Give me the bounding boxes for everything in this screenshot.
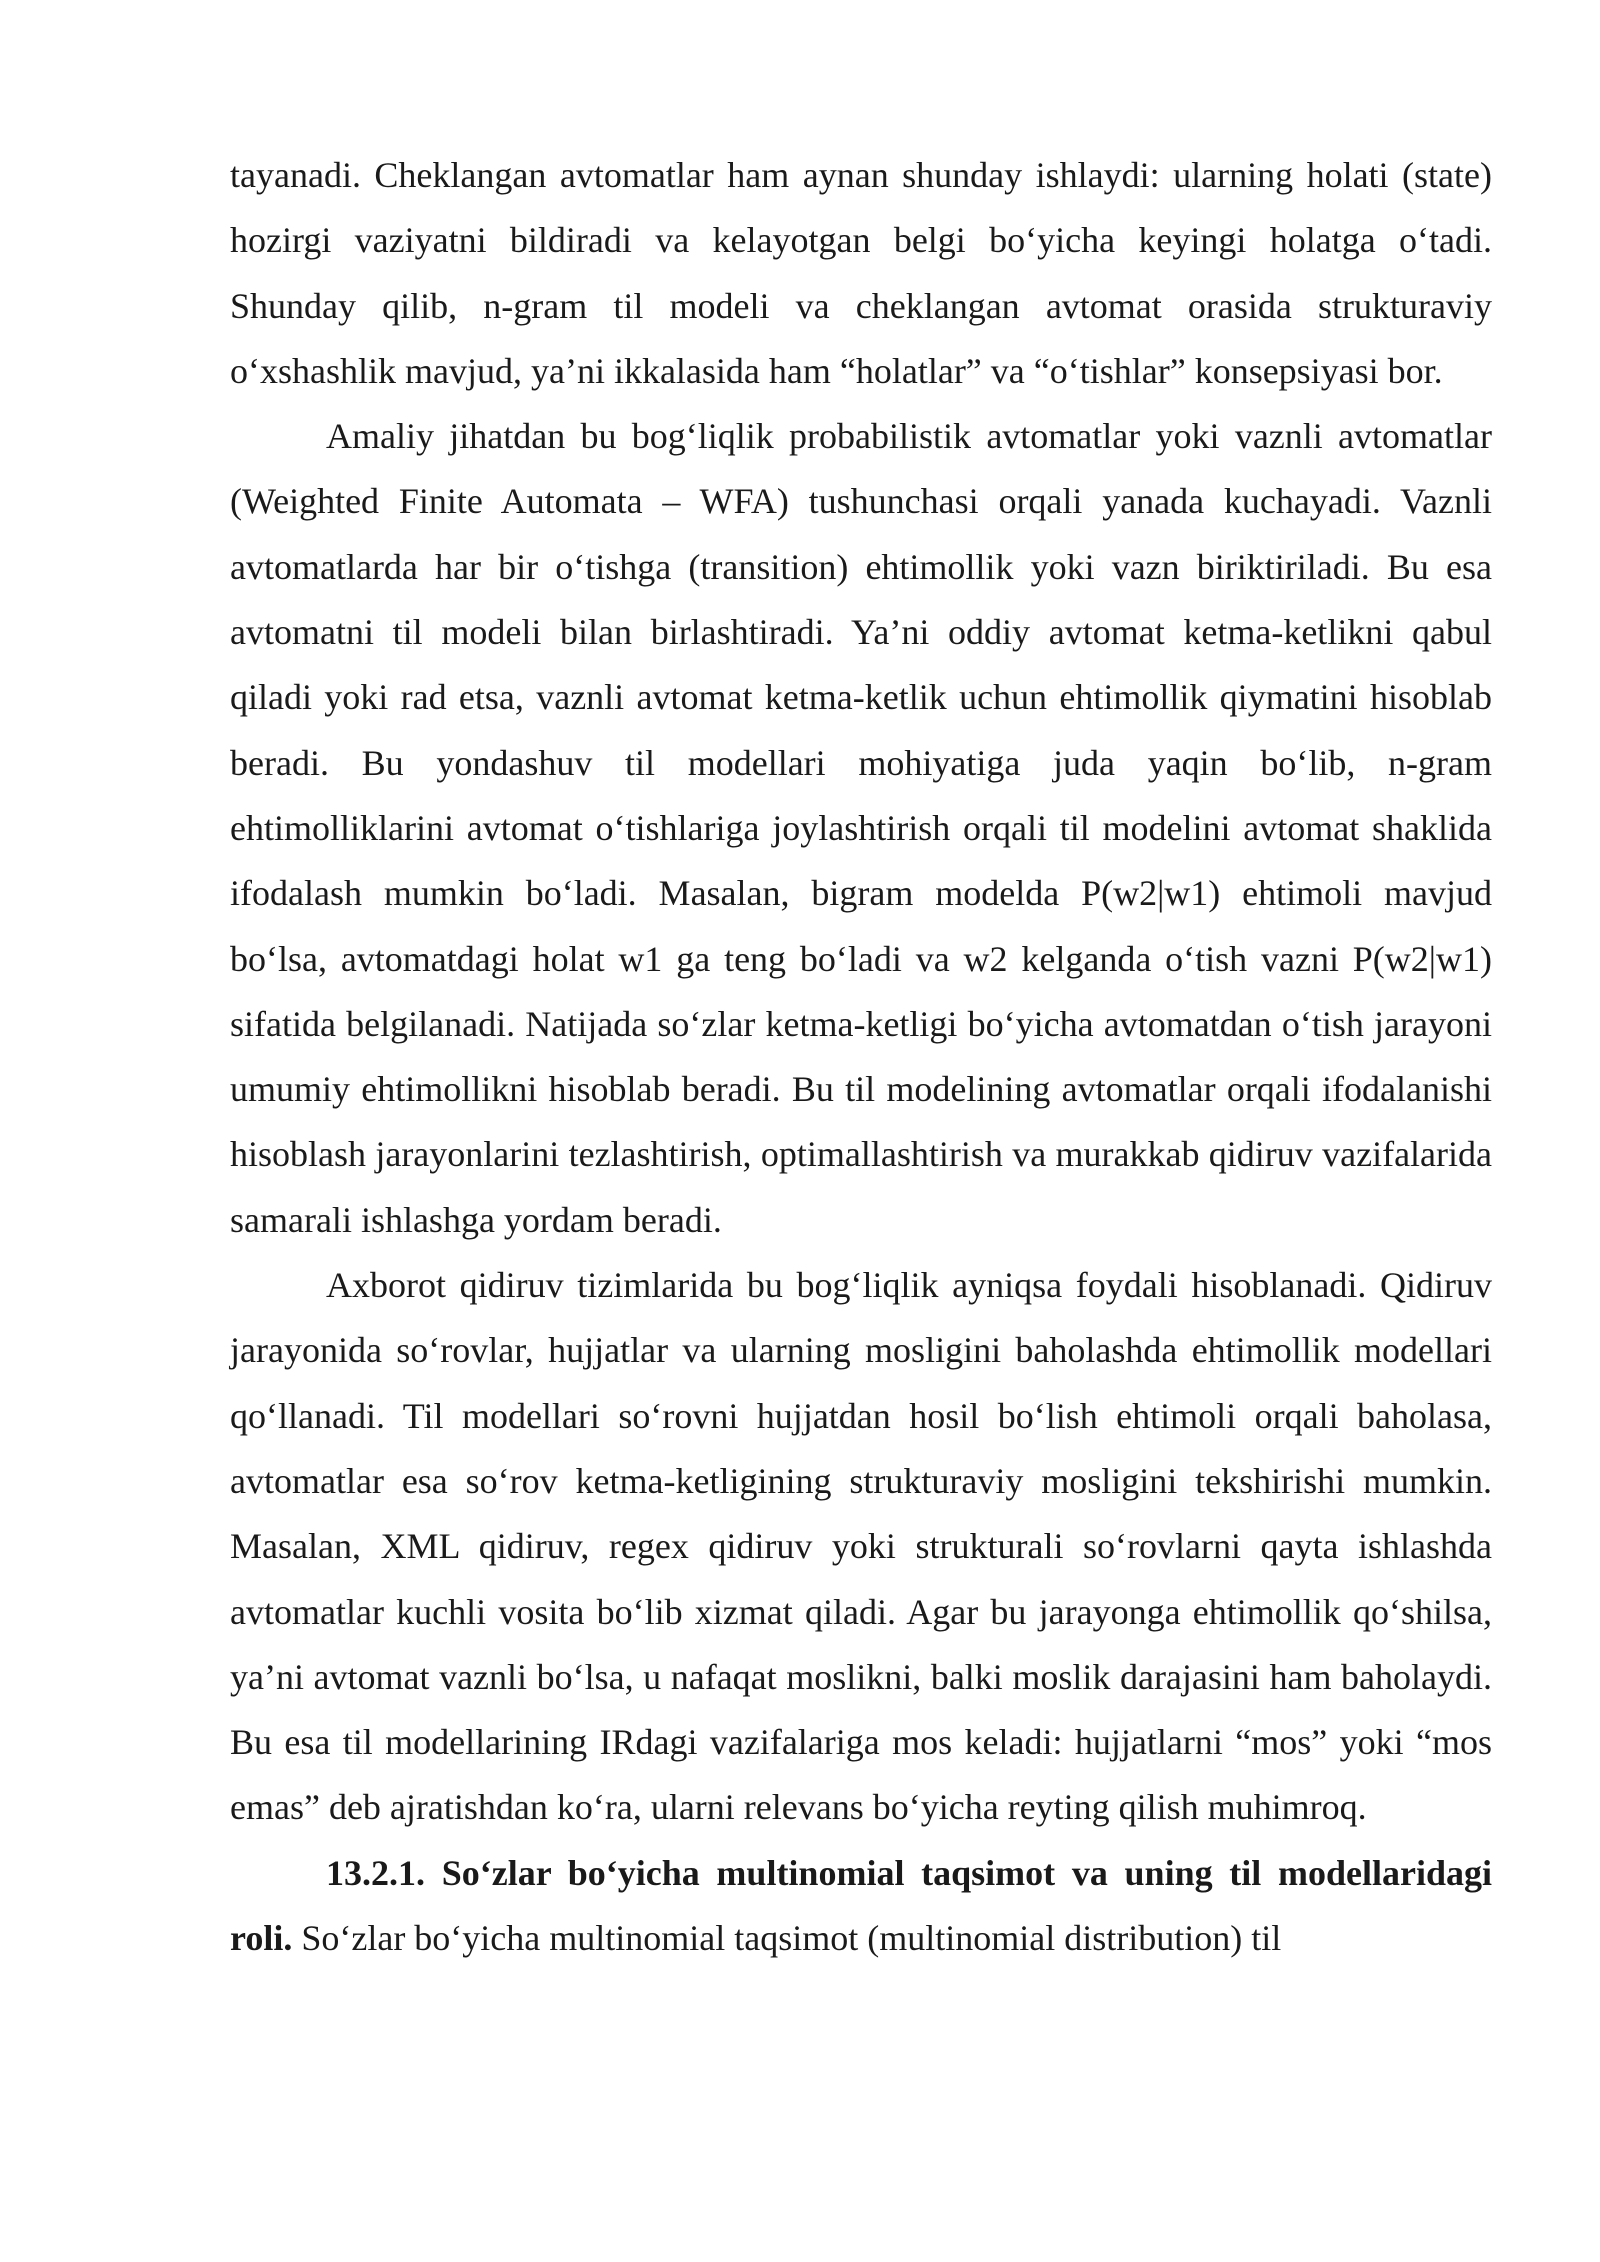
section-body-start: So‘zlar bo‘yicha multinomial taqsimot (multinomial distribution) til	[292, 1918, 1282, 1959]
section-heading: 13.2.1. So‘zlar bo‘yicha multinomial taqsimot va uning til modellaridagi roli.	[230, 1852, 1492, 1959]
paragraph-information-retrieval: Axborot qidiruv tizimlarida bu bog‘liqlik ayniqsa foydali hisoblanadi. Qidiruv jarayonida so‘rovlar, hujjatlar va ularning mosligini baholashda ehtimollik modellari qo‘llanadi. Til modellari so‘rovni hujjatdan hosil bo‘lish ehtimoli orqali baholasa, avtomatlar esa so‘rov ketma-ketligining strukturaviy mosligini tekshirishi mumkin. Masalan, XML qidiruv, regex qidiruv yoki strukturali so‘rovlarni qayta ishlashda avtomatlar kuchli vosita bo‘lib xizmat qiladi. Agar bu jarayonga ehtimollik qo‘shilsa, ya’ni avtomat vaznli bo‘lsa, u nafaqat moslikni, balki moslik darajasini ham baholaydi. Bu esa til modellarining IRdagi vazifalariga mos keladi: hujjatlarni “mos” yoki “mos emas” deb ajratishdan ko‘ra, ularni relevans bo‘yicha reyting qilish muhimroq.	[230, 1265, 1492, 1828]
section-paragraph	[230, 1841, 1492, 1972]
paragraph-continuation: tayanadi. Cheklangan avtomatlar ham aynan shunday ishlaydi: ularning holati (state) hozirgi vaziyatni bildiradi va kelayotgan belgi bo‘yicha keyingi holatga o‘tadi. Shunday qilib, n-gram til modeli va cheklangan avtomat orasida strukturaviy o‘xshashlik mavjud, ya’ni ikkalasida ham “holatlar” va “o‘tishlar” konsepsiyasi bor.	[230, 155, 1492, 391]
document-page	[230, 143, 1492, 1971]
paragraph-weighted-automata: Amaliy jihatdan bu bog‘liqlik probabilistik avtomatlar yoki vaznli avtomatlar (Weighted Finite Automata – WFA) tushunchasi orqali yanada kuchayadi. Vaznli avtomatlarda har bir o‘tishga (transition) ehtimollik yoki vazn biriktiriladi. Bu esa avtomatni til modeli bilan birlashtiradi. Ya’ni oddiy avtomat ketma-ketlikni qabul qiladi yoki rad etsa, vaznli avtomat ketma-ketlik uchun ehtimollik qiymatini hisoblab beradi. Bu yondashuv til modellari mohiyatiga juda yaqin bo‘lib, n-gram ehtimolliklarini avtomat o‘tishlariga joylashtirish orqali til modelini avtomat shaklida ifodalash mumkin bo‘ladi. Masalan, bigram modelda P(w2|w1) ehtimoli mavjud bo‘lsa, avtomatdagi holat w1 ga teng bo‘ladi va w2 kelganda o‘tish vazni P(w2|w1) sifatida belgilanadi. Natijada so‘zlar ketma-ketligi bo‘yicha avtomatdan o‘tish jarayoni umumiy ehtimollikni hisoblab beradi. Bu til modelining avtomatlar orqali ifodalanishi hisoblash jarayonlarini tezlashtirish, optimallashtirish va murakkab qidiruv vazifalarida samarali ishlashga yordam beradi.	[230, 416, 1492, 1240]
